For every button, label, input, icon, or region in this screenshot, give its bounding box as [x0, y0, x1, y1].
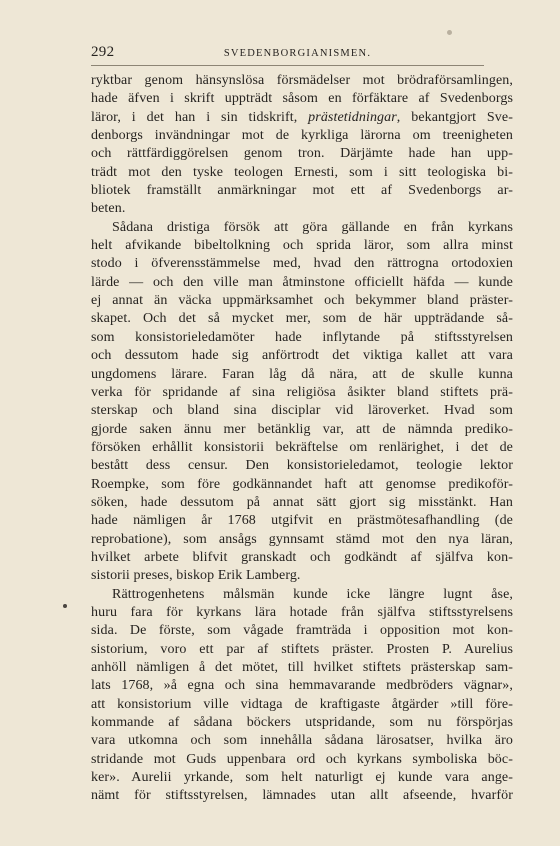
text-line: [91, 366, 513, 384]
italic-title: prästetidningar: [308, 109, 397, 125]
text-line: [91, 659, 513, 677]
text-line: [91, 402, 513, 420]
text-line-content: trädt mot den tyske teologen Ernesti, som i sitt teologiska bi-: [91, 164, 513, 180]
text-line: [91, 769, 513, 787]
text-line: [91, 255, 513, 273]
text-line-content: ungdomens lärare. Faran låg då nära, att de skulle kunna: [91, 366, 513, 382]
text-line: [91, 787, 513, 805]
text-line-content: sistorii preses, biskop Erik Lamberg.: [91, 568, 301, 584]
text-line: [91, 494, 513, 512]
text-line-content: hvilket arbete blifvit granskadt och godkändt af själfva kon-: [91, 549, 513, 565]
text-line: [91, 677, 513, 695]
text-line-content: kommande af sådana böckers utspridande, som nu förspörjas: [91, 715, 513, 731]
text-line: [91, 292, 513, 310]
text-line-content: verka för spridande af sina religiösa åsikter bland stiftets prä-: [91, 384, 513, 400]
text-line: [91, 329, 513, 347]
text-line: [91, 512, 513, 530]
text-line-content: Rättrogenhetens målsmän kunde icke längre lugnt åse,: [112, 586, 513, 602]
text-line: [91, 219, 513, 237]
text-line-content: anhöll nämligen å det mötet, till hvilket stiftets prästerskap sam-: [91, 660, 513, 675]
text-line-content: huru fara för kyrkans lära hotade från själfva stiftsstyrelsens: [91, 604, 513, 620]
text-line-content: stridande mot Guds uppenbara ord och kyrkans symboliska böc-: [91, 751, 513, 767]
text-line-content: lärde — och den ville man åtminstone officiellt häfda — kunde: [91, 274, 513, 290]
text-line-content: ryktbar genom hänsynslösa försmädelser mot brödraförsamlingen,: [91, 73, 513, 88]
text-line-content: gjorde saken ännu mer betänklig var, att de nämnda prediko-: [91, 421, 513, 437]
text-line-content: nämt för stiftsstyrelsen, lämnades utan allt afseende, hvarför: [91, 788, 513, 804]
text-line-content: och rättfärdiggörelsen genom tron. Därjämte hade han upp-: [91, 146, 513, 162]
body-text: [91, 72, 513, 806]
text-line-content: sistorium, voro ett par af stiftets präster. Prosten P. Aurelius: [91, 641, 513, 657]
text-line: [91, 457, 513, 475]
text-line: [91, 696, 513, 714]
text-line: [91, 567, 513, 585]
text-line: [91, 549, 513, 567]
text-line: [91, 714, 513, 732]
text-line: [91, 274, 513, 292]
text-line-content: ker». Aurelii yrkande, som helt naturligt ej kunde vara ange-: [91, 770, 513, 786]
text-line-content: skapet. Och det så mycket mer, som de här uppträdande så-: [91, 311, 513, 327]
text-line-content: Roempke, som före godkännandet haft att genomse predikoför-: [91, 476, 513, 492]
text-line: [91, 109, 513, 127]
header-rule: [91, 65, 484, 66]
text-line: [91, 476, 513, 494]
text-line-content: som konsistorieledamöter hade inflytande på stiftsstyrelsen: [91, 329, 513, 345]
text-line-content: bliotek framställt anmärkningar mot ett af Svedenborgs ar-: [91, 183, 513, 199]
margin-mark: [63, 604, 67, 608]
page-header: [91, 44, 484, 62]
text-line: [91, 604, 513, 622]
text-line: [91, 310, 513, 328]
text-line: [91, 421, 513, 439]
text-line-content: sida. De förste, som vågade framträda i opposition mot kon-: [91, 623, 513, 639]
text-line-content: stodo i öfverensstämmelse med, hvad den rättrogna ortodoxien: [91, 256, 513, 272]
text-line: [91, 145, 513, 163]
text-line-content: läror, i det han i sin tidskrift,: [91, 109, 309, 125]
text-line: [91, 531, 513, 549]
text-line: [91, 586, 513, 604]
text-line: [91, 622, 513, 640]
text-line: [91, 347, 513, 365]
text-line: [91, 72, 513, 90]
text-line-tail: , bekantgjort Sve-: [396, 109, 513, 125]
text-line: [91, 384, 513, 402]
text-line: [91, 237, 513, 255]
text-line-content: och dessutom hade sig anförtrodt det viktiga kallet att vara: [91, 348, 513, 364]
text-line: [91, 439, 513, 457]
text-line-content: att konsistorium ville vidtaga de kraftigaste åtgärder »till före-: [91, 696, 513, 712]
text-line: [91, 641, 513, 659]
text-line-content: hade äfven i skrift uppträdt såsom en förfäktare af Svedenborgs: [91, 91, 513, 107]
text-line-content: ej annat än väcka uppmärksamhet och bekymmer bland präster-: [91, 293, 513, 309]
text-line: [91, 732, 513, 750]
text-line-content: denborgs invändningar mot de kyrkliga lärorna om treenigheten: [91, 128, 513, 144]
text-line-content: reprobatione), som ansågs gynnsamt stämd mot den nya läran,: [91, 531, 513, 547]
text-line-content: Sådana dristiga försök att göra gällande en från kyrkans: [112, 219, 513, 235]
paper-spot: [447, 30, 452, 35]
text-line-content: vara utkomna och som innehålla sådana lärosatser, hvilka äro: [91, 733, 513, 749]
running-head: SVEDENBORGIANISMEN.: [223, 48, 372, 59]
text-line: [91, 90, 513, 108]
text-line-content: söken, hade dessutom på annat sätt gjort sig misstänkt. Han: [91, 494, 513, 510]
text-line-content: beten.: [91, 201, 126, 217]
page-number: 292: [91, 44, 115, 60]
text-line-content: lats 1768, »å egna och sina hemmavarande medbröders vägnar»,: [91, 678, 513, 694]
text-line: [91, 200, 513, 218]
text-line-content: hade nämligen år 1768 utgifvit en prästmötesafhandling (de: [91, 513, 513, 529]
text-line: [91, 164, 513, 182]
text-line: [91, 127, 513, 145]
text-line-content: sterskap och bland sina disciplar vid läroverket. Hvad som: [91, 403, 513, 419]
text-line: [91, 182, 513, 200]
text-line-content: försöken erhållit konsistorii bekräftelse om renlärighet, i det de: [91, 439, 513, 455]
text-line: [91, 751, 513, 769]
text-line-content: bestått dess censur. Den konsistorieledamot, teologie lektor: [91, 458, 513, 474]
text-line-content: helt afvikande bibeltolkning och sprida läror, som allra minst: [91, 238, 513, 254]
